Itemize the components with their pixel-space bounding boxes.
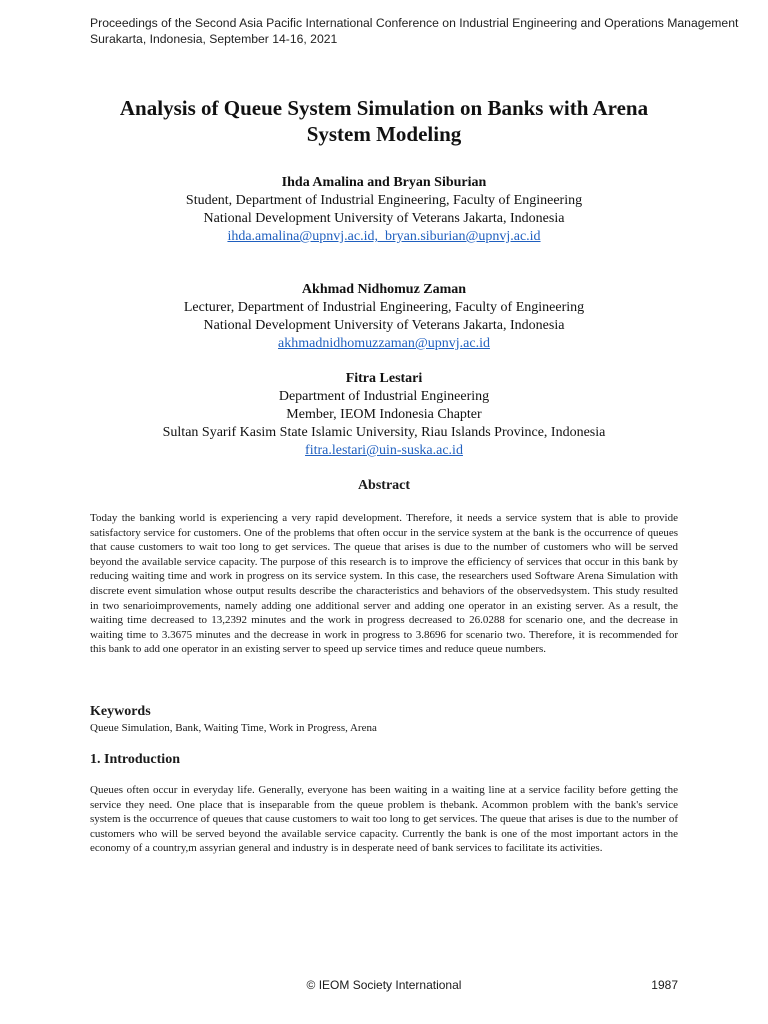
- introduction-text: Queues often occur in everyday life. Generally, everyone has been waiting in a waiting line at a service facility before getting the service they need. One place that is inseparable from the queue problem is thebank. Acommon problem with the bank's service system is the occurrence of queues that cause customers to wait too long to get services. The queue that arises is due to the number of customers who will be served beyond the available service capacity. Currently the bank is one of the most important actors in the economy of a country,m assyrian general and industry is in desperate need of bank services to facilitate its activities.: [90, 784, 678, 855]
- author-block-3: [60, 370, 708, 460]
- author-affiliation: National Development University of Veterans Jakarta, Indonesia: [203, 211, 565, 226]
- keywords-heading: Keywords: [90, 704, 151, 719]
- author-affiliation: Lecturer, Department of Industrial Engineering, Faculty of Engineering: [183, 300, 585, 315]
- title-line-2: System Modeling: [306, 122, 462, 146]
- abstract-text: Today the banking world is experiencing a very rapid development. Therefore, it needs a service system that is able to provide satisfactory service for customers. One of the problems that often occur in the service system at the bank is the occurrence of queues that cause customers to wait too long to get services. The queue that arises is due to the number of customers who will be served beyond the available service capacity. The purpose of this research is to improve the efficiency of services that occur in this bank by reducing waiting time and work in progress on its service system. In this case, the researchers used Software Arena Simulation with discrete event simulation whose output results describe the characteristics and behaviors of the observedsystem. This study resulted in two senarioimprovements, namely adding one additional server and adding one operator in an existing server. As a result, the waiting time decreased to 13,2392 minutes and the work in progress decreased to 26.0288 for scenario one, and the decrease in waiting time to 3.3675 minutes and the decrease in work in progress to 3.8696 for scenario two. Therefore, it is recommended for this bank to add one operator in an existing server to speed up service times and reduce queue numbers.: [90, 512, 678, 656]
- author-affiliation: Student, Department of Industrial Engineering, Faculty of Engineering: [185, 193, 583, 208]
- author-email-link[interactable]: ihda.amalina@upnvj.ac.id, bryan.siburian@upnvj.ac.id: [227, 229, 541, 244]
- author-email-link[interactable]: akhmadnidhomuzzaman@upnvj.ac.id: [278, 336, 490, 351]
- paper-title: [60, 95, 708, 147]
- author-affiliation: Member, IEOM Indonesia Chapter: [286, 407, 482, 422]
- proceedings-header: [90, 15, 765, 47]
- author-name: Akhmad Nidhomuz Zaman: [301, 282, 467, 297]
- author-affiliation: Sultan Syarif Kasim State Islamic University, Riau Islands Province, Indonesia: [162, 425, 606, 440]
- author-name: Ihda Amalina and Bryan Siburian: [281, 175, 487, 190]
- page-number: 1987: [651, 978, 678, 992]
- author-email-link[interactable]: fitra.lestari@uin-suska.ac.id: [305, 443, 463, 458]
- abstract-heading: Abstract: [357, 478, 411, 493]
- footer-society: © IEOM Society International: [306, 978, 462, 992]
- header-line-2: Surakarta, Indonesia, September 14-16, 2021: [90, 32, 338, 46]
- author-affiliation: Department of Industrial Engineering: [278, 389, 490, 404]
- author-name: Fitra Lestari: [345, 371, 423, 386]
- introduction-heading: 1. Introduction: [90, 752, 180, 767]
- keywords-text: Queue Simulation, Bank, Waiting Time, Work in Progress, Arena: [90, 722, 377, 734]
- header-line-1: Proceedings of the Second Asia Pacific International Conference on Industrial Engineering and Operations Management: [90, 16, 739, 30]
- author-block-1: [60, 174, 708, 246]
- author-affiliation: National Development University of Veterans Jakarta, Indonesia: [203, 318, 565, 333]
- title-line-1: Analysis of Queue System Simulation on Banks with Arena: [119, 96, 649, 120]
- author-block-2: [60, 281, 708, 353]
